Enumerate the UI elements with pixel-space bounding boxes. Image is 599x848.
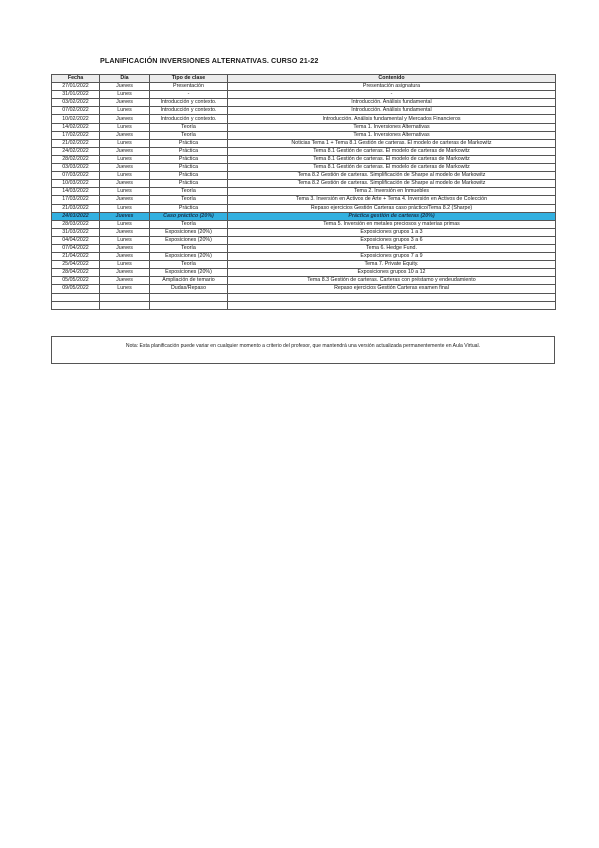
cell-contenido: Tema 3. Inversión en Activos de Arte + Tema 4. Inversión en Activos de Colección [228,196,556,204]
cell-dia: Jueves [100,277,150,285]
column-header-fecha: Fecha [52,75,100,83]
cell-contenido: Tema 8.2 Gestión de carteras. Simplificación de Sharpe al modelo de Markowitz [228,180,556,188]
cell-tipo: Introducción y contexto. [150,107,228,115]
cell-tipo: Presentación [150,83,228,91]
cell-tipo: Práctica [150,147,228,155]
cell-fecha: 27/01/2022 [52,83,100,91]
table-row [52,99,556,107]
cell-contenido: Exposiciones grupos 3 a 6 [228,236,556,244]
cell-tipo: Teoría [150,196,228,204]
cell-contenido: Tema 8.1 Gestión de carteras. El modelo de carteras de Markowitz [228,155,556,163]
cell-contenido: Tema 2. Inversión en Inmuebles [228,188,556,196]
cell-dia: Jueves [100,253,150,261]
cell-tipo: Exposiciones (20%) [150,228,228,236]
cell-dia: Jueves [100,269,150,277]
cell-contenido: Repaso ejercicios Gestión Carteras examen final [228,285,556,293]
cell-dia: Jueves [100,83,150,91]
table-row [52,277,556,285]
empty-cell [150,293,228,301]
table-row [52,147,556,155]
table-row [52,220,556,228]
empty-cell [228,301,556,309]
cell-dia: Lunes [100,236,150,244]
cell-dia: Lunes [100,123,150,131]
schedule-table [51,74,556,310]
table-row [52,228,556,236]
cell-fecha: 09/05/2022 [52,285,100,293]
cell-tipo: Práctica [150,155,228,163]
cell-contenido: Exposiciones grupos 1 a 3 [228,228,556,236]
cell-tipo: Teoría [150,188,228,196]
cell-tipo: Práctica [150,172,228,180]
cell-tipo: Práctica [150,204,228,212]
cell-dia: Lunes [100,188,150,196]
cell-dia: Jueves [100,147,150,155]
cell-dia: Lunes [100,220,150,228]
cell-fecha: 24/02/2022 [52,147,100,155]
table-row [52,107,556,115]
cell-tipo: Práctica [150,164,228,172]
footnote: Nota: Esta planificación puede variar en cualquier momento a criterio del profesor, que mantendrá una versión actualizada permanentemente en Aula Virtual. [51,336,555,364]
cell-fecha: 17/02/2022 [52,131,100,139]
cell-tipo: Teoría [150,261,228,269]
cell-contenido: Tema 1. Inversiones Alternativas [228,123,556,131]
cell-dia: Lunes [100,155,150,163]
table-row [52,139,556,147]
cell-fecha: 28/04/2022 [52,269,100,277]
cell-contenido: Tema 5. Inversión en metales preciosos y materias primas [228,220,556,228]
empty-cell [100,293,150,301]
cell-fecha: 10/03/2022 [52,180,100,188]
cell-dia: Jueves [100,164,150,172]
table-row [52,253,556,261]
empty-cell [150,301,228,309]
table-row [52,236,556,244]
cell-contenido: Tema 8.1 Gestión de carteras. El modelo de carteras de Markowitz [228,164,556,172]
empty-row [52,301,556,309]
cell-fecha: 03/03/2022 [52,164,100,172]
cell-dia: Jueves [100,196,150,204]
cell-contenido: Introducción. Análisis fundamental y Mercados Financieros [228,115,556,123]
table-row [52,83,556,91]
cell-contenido: Tema 8.1 Gestión de carteras. El modelo de carteras de Markowitz [228,147,556,155]
empty-cell [100,301,150,309]
cell-fecha: 31/03/2022 [52,228,100,236]
cell-dia: Jueves [100,99,150,107]
cell-tipo: Ampliación de temario [150,277,228,285]
table-row [52,212,556,220]
cell-tipo: Exposiciones (20%) [150,253,228,261]
cell-fecha: 28/02/2022 [52,155,100,163]
table-row [52,131,556,139]
column-header-tipo: Tipo de clase [150,75,228,83]
cell-tipo: Teoría [150,131,228,139]
cell-contenido: Exposiciones grupos 10 a 12 [228,269,556,277]
cell-contenido: Introducción. Análisis fundamental [228,107,556,115]
cell-tipo: Exposiciones (20%) [150,269,228,277]
table-header-row [52,75,556,83]
cell-fecha: 10/02/2022 [52,115,100,123]
cell-fecha: 14/02/2022 [52,123,100,131]
cell-dia: Lunes [100,261,150,269]
cell-tipo: Práctica [150,180,228,188]
column-header-contenido: Contenido [228,75,556,83]
cell-contenido: Tema 6. Hedge Fund. [228,244,556,252]
cell-contenido: Tema 7. Private Equity. [228,261,556,269]
cell-tipo: Exposiciones (20%) [150,236,228,244]
cell-contenido: Repaso ejercicios Gestión Carteras caso práctico/Tema 8.2 (Sharpe) [228,204,556,212]
table-row [52,164,556,172]
empty-row [52,293,556,301]
cell-dia: Lunes [100,91,150,99]
table-row [52,155,556,163]
cell-contenido: Tema 1. Inversiones Alternativas [228,131,556,139]
cell-tipo: Teoría [150,244,228,252]
cell-fecha: 24/03/2022 [52,212,100,220]
empty-cell [52,293,100,301]
cell-fecha: 25/04/2022 [52,261,100,269]
table-row [52,180,556,188]
cell-dia: Jueves [100,244,150,252]
cell-contenido: Exposiciones grupos 7 a 9 [228,253,556,261]
table-row [52,196,556,204]
cell-fecha: 07/03/2022 [52,172,100,180]
page-title: PLANIFICACIÓN INVERSIONES ALTERNATIVAS. CURSO 21-22 [100,56,319,65]
cell-dia: Jueves [100,228,150,236]
cell-fecha: 03/02/2022 [52,99,100,107]
cell-fecha: 07/04/2022 [52,244,100,252]
column-header-dia: Día [100,75,150,83]
cell-fecha: 07/02/2022 [52,107,100,115]
cell-dia: Lunes [100,172,150,180]
cell-fecha: 14/03/2022 [52,188,100,196]
table-row [52,123,556,131]
cell-dia: Lunes [100,204,150,212]
table-row [52,172,556,180]
cell-tipo: Dudas/Repaso [150,285,228,293]
cell-contenido: - [228,91,556,99]
cell-dia: Lunes [100,107,150,115]
cell-dia: Jueves [100,212,150,220]
cell-tipo: Teoría [150,123,228,131]
table-row [52,261,556,269]
table-row [52,285,556,293]
cell-fecha: 31/01/2022 [52,91,100,99]
table-row [52,269,556,277]
cell-tipo: - [150,91,228,99]
cell-fecha: 21/03/2022 [52,204,100,212]
cell-contenido: Tema 8.3 Gestión de carteras. Carteras con préstamo y endeudamiento [228,277,556,285]
empty-cell [228,293,556,301]
cell-dia: Jueves [100,180,150,188]
cell-fecha: 05/05/2022 [52,277,100,285]
cell-dia: Jueves [100,115,150,123]
table-row [52,115,556,123]
cell-contenido: Presentación asignatura [228,83,556,91]
cell-dia: Lunes [100,139,150,147]
table-row [52,244,556,252]
cell-tipo: Introducción y contexto. [150,99,228,107]
empty-cell [52,301,100,309]
cell-tipo: Introducción y contexto. [150,115,228,123]
cell-tipo: Caso práctico (20%) [150,212,228,220]
cell-fecha: 21/02/2022 [52,139,100,147]
cell-contenido: Noticias Tema 1 + Tema 8.1 Gestión de carteras. El modelo de carteras de Markowitz [228,139,556,147]
cell-dia: Jueves [100,131,150,139]
cell-tipo: Teoría [150,220,228,228]
cell-tipo: Práctica [150,139,228,147]
cell-fecha: 21/04/2022 [52,253,100,261]
table-row [52,188,556,196]
cell-fecha: 17/03/2022 [52,196,100,204]
cell-fecha: 04/04/2022 [52,236,100,244]
cell-contenido: Introducción. Análisis fundamental [228,99,556,107]
cell-dia: Lunes [100,285,150,293]
cell-fecha: 28/03/2022 [52,220,100,228]
table-row [52,91,556,99]
cell-contenido: Tema 8.2 Gestión de carteras. Simplificación de Sharpe al modelo de Markowitz [228,172,556,180]
cell-contenido: Práctica gestión de carteras (20%) [228,212,556,220]
table-row [52,204,556,212]
